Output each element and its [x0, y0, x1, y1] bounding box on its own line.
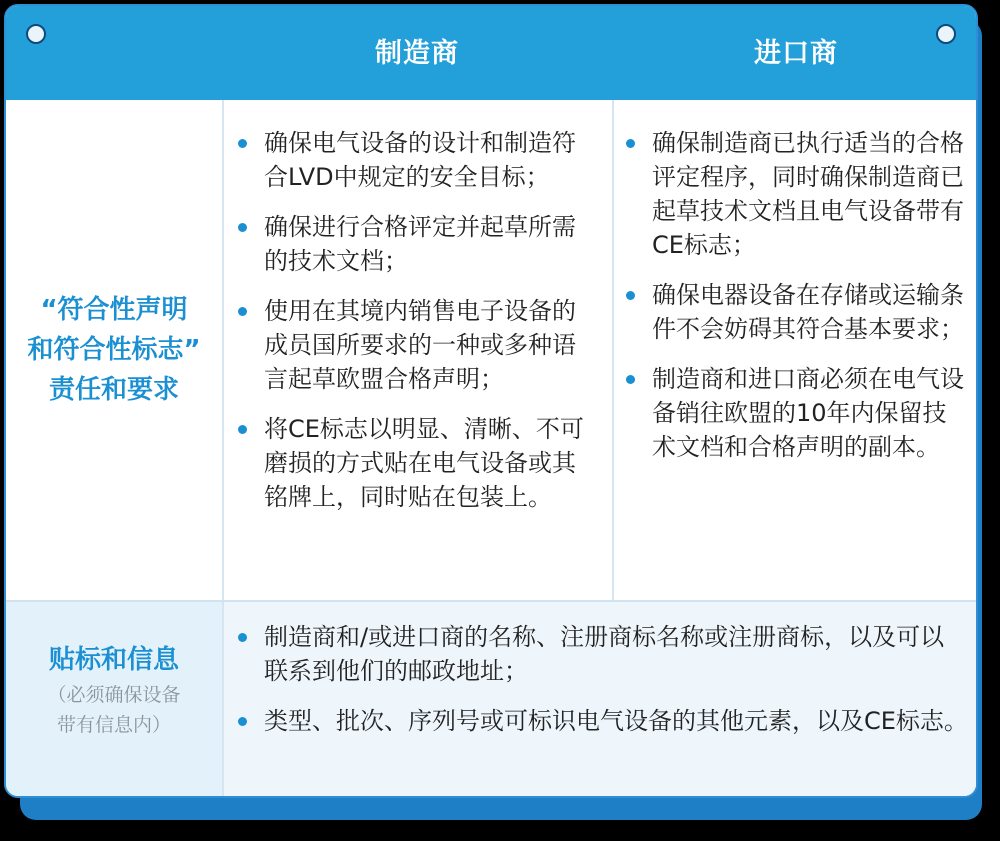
importer-duties-list	[626, 126, 966, 480]
ring-hole-icon	[26, 24, 46, 44]
list-item	[238, 294, 598, 396]
list-item-text: 类型、批次、序列号或可标识电气设备的其他元素，以及CE标志。	[264, 707, 968, 735]
list-item	[626, 362, 966, 464]
list-item	[238, 412, 598, 514]
list-item	[626, 126, 966, 262]
bullet-dot-icon	[238, 425, 247, 434]
labeling-requirements-list	[238, 620, 968, 754]
row-label-labeling	[6, 640, 222, 740]
manufacturer-duties-list	[238, 126, 598, 530]
list-item	[238, 704, 968, 738]
list-item	[238, 126, 598, 194]
column-divider	[612, 100, 614, 600]
bullet-dot-icon	[238, 139, 247, 148]
comparison-table	[4, 4, 978, 798]
list-item-text: 确保电气设备的设计和制造符合LVD中规定的安全目标；	[264, 129, 576, 191]
bullet-dot-icon	[238, 223, 247, 232]
row-label-line: “符合性声明	[40, 295, 188, 325]
row-declaration	[6, 100, 976, 600]
list-item-text: 制造商和进口商必须在电气设备销往欧盟的10年内保留技术文档和合格声明的副本。	[652, 365, 964, 461]
row-label-line: 贴标和信息	[48, 645, 179, 675]
bullet-dot-icon	[238, 717, 247, 726]
bullet-dot-icon	[626, 375, 635, 384]
row-labeling	[6, 600, 976, 798]
bullet-dot-icon	[238, 307, 247, 316]
list-item	[626, 278, 966, 346]
row-label-declaration	[6, 290, 222, 410]
column-divider	[222, 100, 224, 798]
bullet-dot-icon	[626, 291, 635, 300]
bullet-dot-icon	[238, 633, 247, 642]
bullet-dot-icon	[626, 139, 635, 148]
row-label-note: （必须确保设备	[47, 684, 181, 706]
list-item-text: 确保制造商已执行适当的合格评定程序，同时确保制造商已起草技术文档且电气设备带有CE标志；	[652, 129, 964, 259]
table-header	[6, 6, 976, 100]
column-header-manufacturer: 制造商	[375, 38, 459, 69]
row-divider	[6, 600, 976, 602]
list-item-text: 将CE标志以明显、清晰、不可磨损的方式贴在电气设备或其铭牌上，同时贴在包装上。	[264, 415, 584, 511]
row-label-line: 和符合性标志”	[27, 335, 201, 365]
list-item-text: 确保进行合格评定并起草所需的技术文档；	[264, 213, 576, 275]
row-label-note: 带有信息内）	[56, 714, 171, 736]
column-header-importer: 进口商	[754, 38, 838, 69]
row-label-line: 责任和要求	[48, 375, 179, 405]
list-item	[238, 620, 968, 688]
list-item-text: 使用在其境内销售电子设备的成员国所要求的一种或多种语言起草欧盟合格声明；	[264, 297, 576, 393]
list-item-text: 确保电器设备在存储或运输条件不会妨碍其符合基本要求；	[652, 281, 964, 343]
list-item-text: 制造商和/或进口商的名称、注册商标名称或注册商标，以及可以联系到他们的邮政地址；	[264, 623, 945, 685]
list-item	[238, 210, 598, 278]
